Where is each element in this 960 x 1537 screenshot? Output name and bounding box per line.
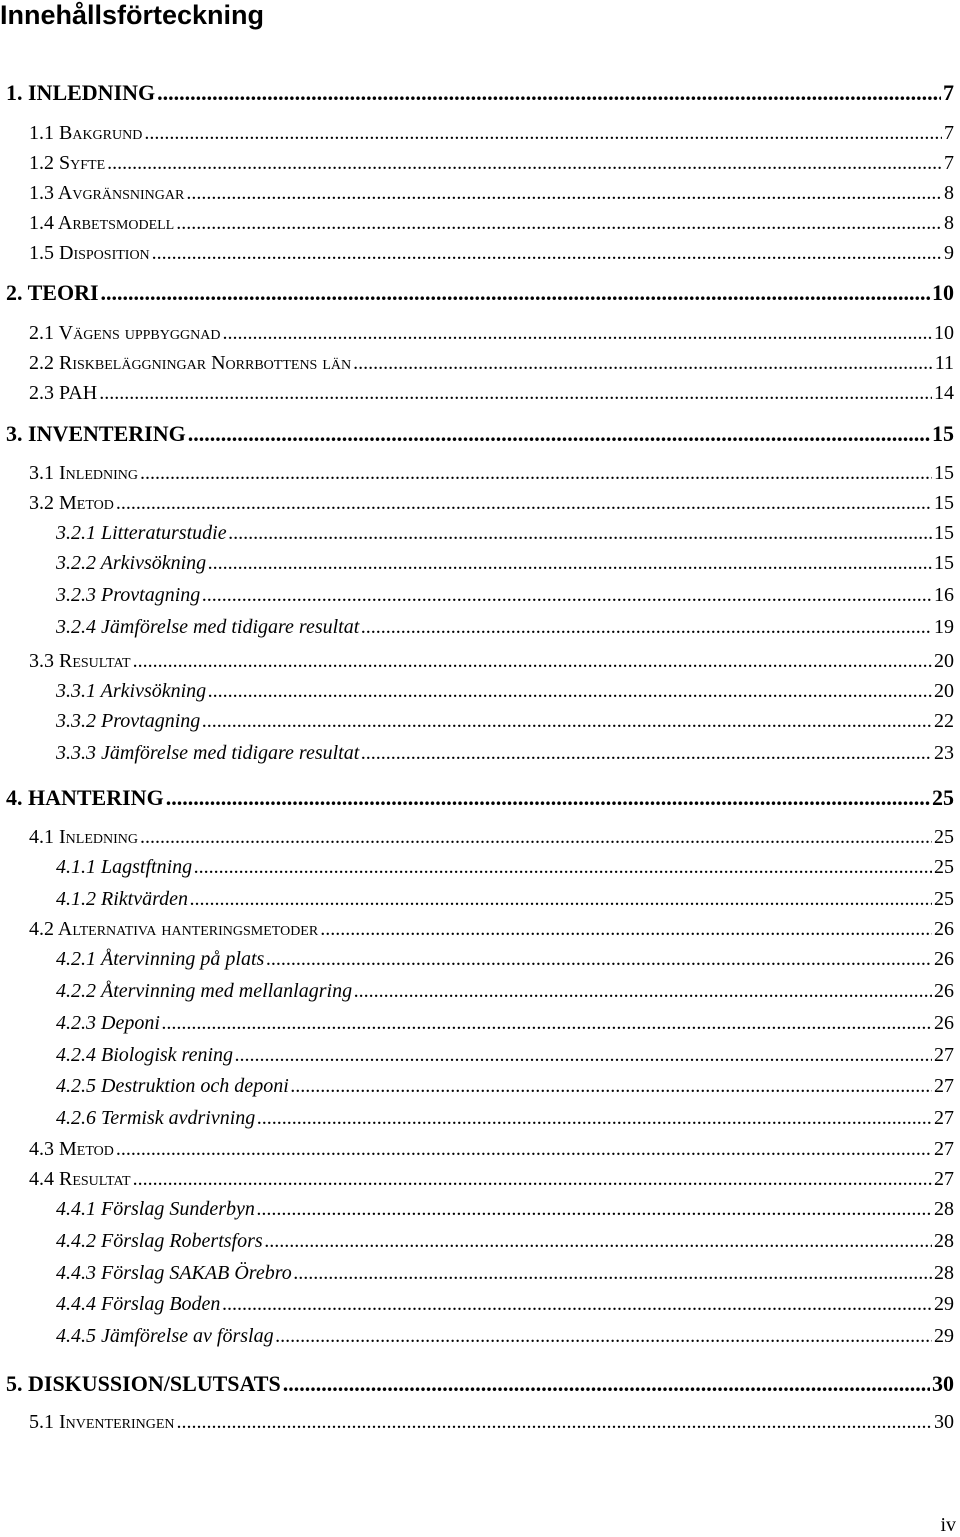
toc-entry[interactable] xyxy=(29,152,954,182)
dot-leader xyxy=(361,742,932,765)
toc-entry-page-number: 25 xyxy=(934,888,954,910)
toc-entry[interactable] xyxy=(56,522,954,552)
toc-entry[interactable] xyxy=(29,322,954,352)
dot-leader xyxy=(222,322,932,345)
toc-entry[interactable] xyxy=(29,122,954,152)
toc-entry[interactable] xyxy=(56,980,954,1010)
toc-entry-label: 5.1 Inventeringen xyxy=(29,1411,175,1433)
page-title: Innehållsförteckning xyxy=(0,0,265,30)
toc-entry-page-number: 30 xyxy=(932,1371,954,1396)
toc-entry-page-number: 10 xyxy=(934,322,954,344)
dot-leader xyxy=(162,1012,932,1035)
dot-leader xyxy=(188,421,930,447)
dot-leader xyxy=(222,1293,932,1316)
dot-leader xyxy=(266,948,932,971)
toc-entry[interactable] xyxy=(6,1371,954,1401)
toc-entry-page-number: 15 xyxy=(932,421,954,446)
toc-entry[interactable] xyxy=(56,616,954,646)
toc-entry-label: 2. TEORI xyxy=(6,280,99,305)
toc-entry-label: 3. INVENTERING xyxy=(6,421,186,446)
toc-entry-label: 4.2 Alternativa hanteringsmetoder xyxy=(29,918,319,940)
toc-entry[interactable] xyxy=(56,1325,954,1355)
toc-entry-label: 4.4.2 Förslag Robertsfors xyxy=(56,1230,263,1252)
toc-entry-label: 5. DISKUSSION/SLUTSATS xyxy=(6,1371,281,1396)
toc-entry-label: 3.2 Metod xyxy=(29,492,114,514)
toc-entry-page-number: 26 xyxy=(934,1012,954,1034)
toc-entry-page-number: 27 xyxy=(934,1075,954,1097)
toc-entry-page-number: 11 xyxy=(934,352,954,374)
toc-entry-page-number: 27 xyxy=(934,1044,954,1066)
dot-leader xyxy=(354,980,932,1003)
dot-leader xyxy=(294,1262,932,1285)
toc-entry-page-number: 19 xyxy=(934,616,954,638)
toc-entry-page-number: 20 xyxy=(934,650,954,672)
toc-entry-page-number: 7 xyxy=(944,122,954,144)
toc-entry[interactable] xyxy=(29,182,954,212)
toc-entry[interactable] xyxy=(56,1230,954,1260)
dot-leader xyxy=(116,492,932,515)
dot-leader xyxy=(202,584,932,607)
toc-entry-label: 2.1 Vägens uppbyggnad xyxy=(29,322,221,344)
toc-entry-page-number: 26 xyxy=(934,980,954,1002)
toc-entry-label: 4.2.4 Biologisk rening xyxy=(56,1044,234,1066)
toc-entry-page-number: 7 xyxy=(944,152,954,174)
toc-entry[interactable] xyxy=(56,1012,954,1042)
toc-entry-label: 2.3 PAH xyxy=(29,382,98,404)
toc-entry[interactable] xyxy=(56,1107,954,1137)
toc-entry[interactable] xyxy=(29,492,954,522)
dot-leader xyxy=(353,352,933,375)
toc-entry-page-number: 23 xyxy=(934,742,954,764)
dot-leader xyxy=(202,710,932,733)
toc-entry-label: 4.2.1 Återvinning på plats xyxy=(56,948,265,970)
toc-entry-label: 4.3 Metod xyxy=(29,1138,114,1160)
dot-leader xyxy=(235,1044,932,1067)
toc-entry-page-number: 29 xyxy=(934,1325,954,1347)
toc-entry-label: 3.3.1 Arkivsökning xyxy=(56,680,207,702)
dot-leader xyxy=(152,242,942,265)
toc-entry[interactable] xyxy=(29,1168,954,1198)
toc-entry-label: 4.4.4 Förslag Boden xyxy=(56,1293,221,1315)
dot-leader xyxy=(257,1198,932,1221)
toc-entry-page-number: 8 xyxy=(944,182,954,204)
toc-entry[interactable] xyxy=(56,1198,954,1228)
toc-entry[interactable] xyxy=(6,421,954,451)
toc-entry-page-number: 28 xyxy=(934,1262,954,1284)
dot-leader xyxy=(190,888,932,911)
toc-entry[interactable] xyxy=(56,856,954,886)
toc-entry-label: 1.2 Syfte xyxy=(29,152,106,174)
toc-entry-label: 4.1.1 Lagstftning xyxy=(56,856,193,878)
toc-entry[interactable] xyxy=(29,650,954,680)
toc-entry-label: 4.4.1 Förslag Sunderbyn xyxy=(56,1198,255,1220)
toc-entry-page-number: 15 xyxy=(934,552,954,574)
toc-entry[interactable] xyxy=(56,680,954,710)
dot-leader xyxy=(194,856,932,879)
toc-entry-label: 1.5 Disposition xyxy=(29,242,150,264)
dot-leader xyxy=(208,552,932,575)
toc-entry-label: 3.1 Inledning xyxy=(29,462,138,484)
toc-entry-page-number: 28 xyxy=(934,1198,954,1220)
toc-entry-page-number: 27 xyxy=(934,1138,954,1160)
dot-leader xyxy=(157,80,941,106)
dot-leader xyxy=(133,650,932,673)
toc-entry-page-number: 22 xyxy=(934,710,954,732)
toc-entry-page-number: 15 xyxy=(934,522,954,544)
toc-entry[interactable] xyxy=(29,918,954,948)
dot-leader xyxy=(140,462,932,485)
page-number: iv xyxy=(940,1514,956,1536)
dot-leader xyxy=(140,826,932,849)
toc-entry-label: 4.4.3 Förslag SAKAB Örebro xyxy=(56,1262,292,1284)
toc-entry-label: 1.3 Avgränsningar xyxy=(29,182,185,204)
toc-entry-label: 3.2.3 Provtagning xyxy=(56,584,201,606)
toc-entry[interactable] xyxy=(56,584,954,614)
dot-leader xyxy=(283,1371,930,1397)
toc-entry-label: 3.3.2 Provtagning xyxy=(56,710,201,732)
toc-entry-label: 4.2.3 Deponi xyxy=(56,1012,160,1034)
toc-entry-label: 3.2.4 Jämförelse med tidigare resultat xyxy=(56,616,360,638)
toc-entry-label: 4.2.5 Destruktion och deponi xyxy=(56,1075,289,1097)
toc-entry-page-number: 16 xyxy=(934,584,954,606)
toc-entry-page-number: 15 xyxy=(934,492,954,514)
toc-entry[interactable] xyxy=(29,242,954,272)
toc-entry[interactable] xyxy=(29,462,954,492)
toc-entry-label: 3.3 Resultat xyxy=(29,650,131,672)
toc-entry-page-number: 26 xyxy=(934,948,954,970)
toc-entry-page-number: 7 xyxy=(943,80,954,105)
toc-entry[interactable] xyxy=(56,1075,954,1105)
toc-entry[interactable] xyxy=(29,382,954,412)
toc-entry-label: 4.4.5 Jämförelse av förslag xyxy=(56,1325,274,1347)
toc-entry-label: 4.1 Inledning xyxy=(29,826,138,848)
toc-entry-label: 1. INLEDNING xyxy=(6,80,156,105)
toc-entry[interactable] xyxy=(56,1262,954,1292)
toc-entry[interactable] xyxy=(6,785,954,815)
toc-entry-page-number: 30 xyxy=(934,1411,954,1433)
toc-entry[interactable] xyxy=(56,742,954,772)
dot-leader xyxy=(320,918,932,941)
toc-entry-page-number: 10 xyxy=(932,280,954,305)
dot-leader xyxy=(101,280,930,306)
toc-entry[interactable] xyxy=(29,826,954,856)
toc-entry-page-number: 25 xyxy=(932,785,954,810)
dot-leader xyxy=(257,1107,932,1130)
dot-leader xyxy=(265,1230,932,1253)
toc-entry-label: 3.2.2 Arkivsökning xyxy=(56,552,207,574)
toc-entry[interactable] xyxy=(56,710,954,740)
toc-entry[interactable] xyxy=(29,1411,954,1441)
toc-entry-label: 4.2.2 Återvinning med mellanlagring xyxy=(56,980,353,1002)
toc-entry-page-number: 29 xyxy=(934,1293,954,1315)
toc-entry-page-number: 25 xyxy=(934,826,954,848)
toc-entry-page-number: 27 xyxy=(934,1107,954,1129)
dot-leader xyxy=(229,522,932,545)
dot-leader xyxy=(276,1325,932,1348)
dot-leader xyxy=(107,152,942,175)
toc-entry-label: 4.4 Resultat xyxy=(29,1168,131,1190)
toc-entry[interactable] xyxy=(6,80,954,110)
toc-entry[interactable] xyxy=(56,1044,954,1074)
toc-entry-page-number: 14 xyxy=(934,382,954,404)
toc-entry-page-number: 9 xyxy=(944,242,954,264)
toc-entry-label: 2.2 Riskbeläggningar Norrbottens län xyxy=(29,352,352,374)
toc-entry[interactable] xyxy=(56,948,954,978)
toc-entry-label: 1.1 Bakgrund xyxy=(29,122,143,144)
dot-leader xyxy=(208,680,932,703)
toc-entry-label: 3.3.3 Jämförelse med tidigare resultat xyxy=(56,742,360,764)
toc-entry-label: 1.4 Arbetsmodell xyxy=(29,212,175,234)
dot-leader xyxy=(116,1138,932,1161)
dot-leader xyxy=(99,382,932,405)
toc-entry-page-number: 26 xyxy=(934,918,954,940)
toc-entry-page-number: 25 xyxy=(934,856,954,878)
dot-leader xyxy=(361,616,932,639)
toc-entry-label: 4. HANTERING xyxy=(6,785,164,810)
toc-entry-page-number: 20 xyxy=(934,680,954,702)
dot-leader xyxy=(133,1168,932,1191)
toc-entry-label: 3.2.1 Litteraturstudie xyxy=(56,522,227,544)
dot-leader xyxy=(176,212,942,235)
toc-entry[interactable] xyxy=(29,212,954,242)
toc-entry-page-number: 15 xyxy=(934,462,954,484)
toc-entry[interactable] xyxy=(29,352,954,382)
toc-entry[interactable] xyxy=(56,552,954,582)
dot-leader xyxy=(291,1075,932,1098)
dot-leader xyxy=(186,182,942,205)
toc-entry-page-number: 8 xyxy=(944,212,954,234)
dot-leader xyxy=(177,1411,932,1434)
dot-leader xyxy=(144,122,942,145)
toc-entry-label: 4.2.6 Termisk avdrivning xyxy=(56,1107,256,1129)
toc-entry[interactable] xyxy=(56,888,954,918)
toc-entry[interactable] xyxy=(6,280,954,310)
dot-leader xyxy=(166,785,930,811)
toc-entry-page-number: 27 xyxy=(934,1168,954,1190)
toc-entry-page-number: 28 xyxy=(934,1230,954,1252)
toc-entry[interactable] xyxy=(29,1138,954,1168)
toc-entry-label: 4.1.2 Riktvärden xyxy=(56,888,189,910)
toc-entry[interactable] xyxy=(56,1293,954,1323)
